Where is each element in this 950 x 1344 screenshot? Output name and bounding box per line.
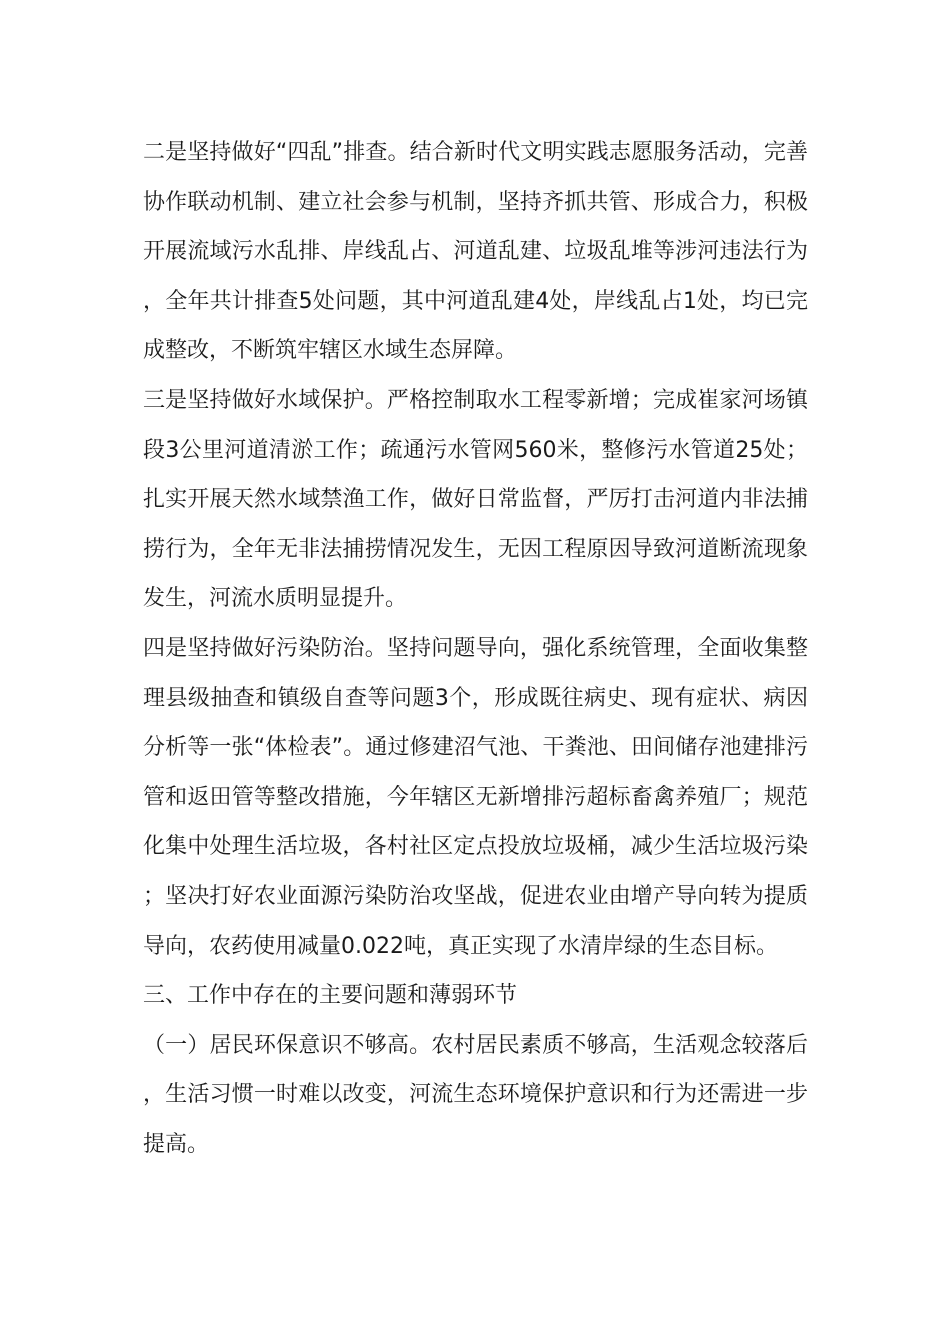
paragraph-four-chaos-inspection: 二是坚持做好“四乱”排查。结合新时代文明实践志愿服务活动，完善协作联动机制、建立社会参与机制，坚持齐抓共管、形成合力，积极开展流域污水乱排、岸线乱占、河道乱建、垃圾乱堆等涉河违法行为，全年共计排查5处问题，其中河道乱建4处，岸线乱占1处，均已完成整改，不断筑牢辖区水域生态屏障。	[143, 140, 808, 364]
paragraph-pollution-control: 四是坚持做好污染防治。坚持问题导向，强化系统管理，全面收集整理县级抽查和镇级自查等问题3个，形成既往病史、现有症状、病因分析等一张“体检表”。通过修建沼气池、干粪池、田间储存池建排污管和返田管等整改措施，今年辖区无新增排污超标畜禽养殖厂；规范化集中处理生活垃圾，各村社区定点投放垃圾桶，减少生活垃圾污染；坚决打好农业面源污染防治攻坚战，促进农业由增产导向转为提质导向，农药使用减量0.022吨，真正实现了水清岸绿的生态目标。	[143, 635, 808, 959]
paragraph-resident-awareness: （一）居民环保意识不够高。农村居民素质不够高，生活观念较落后，生活习惯一时难以改变，河流生态环境保护意识和行为还需进一步提高。	[143, 1032, 808, 1157]
document-body	[143, 128, 808, 1169]
paragraph-water-protection: 三是坚持做好水域保护。严格控制取水工程零新增；完成崔家河场镇段3公里河道清淤工作；疏通污水管网560米，整修污水管道25处；扎实开展天然水域禁渔工作，做好日常监督，严厉打击河道内非法捕捞行为，全年无非法捕捞情况发生，无因工程原因导致河道断流现象发生，河流水质明显提升。	[143, 387, 809, 612]
section-heading-problems: 三、工作中存在的主要问题和薄弱环节	[143, 983, 518, 1009]
